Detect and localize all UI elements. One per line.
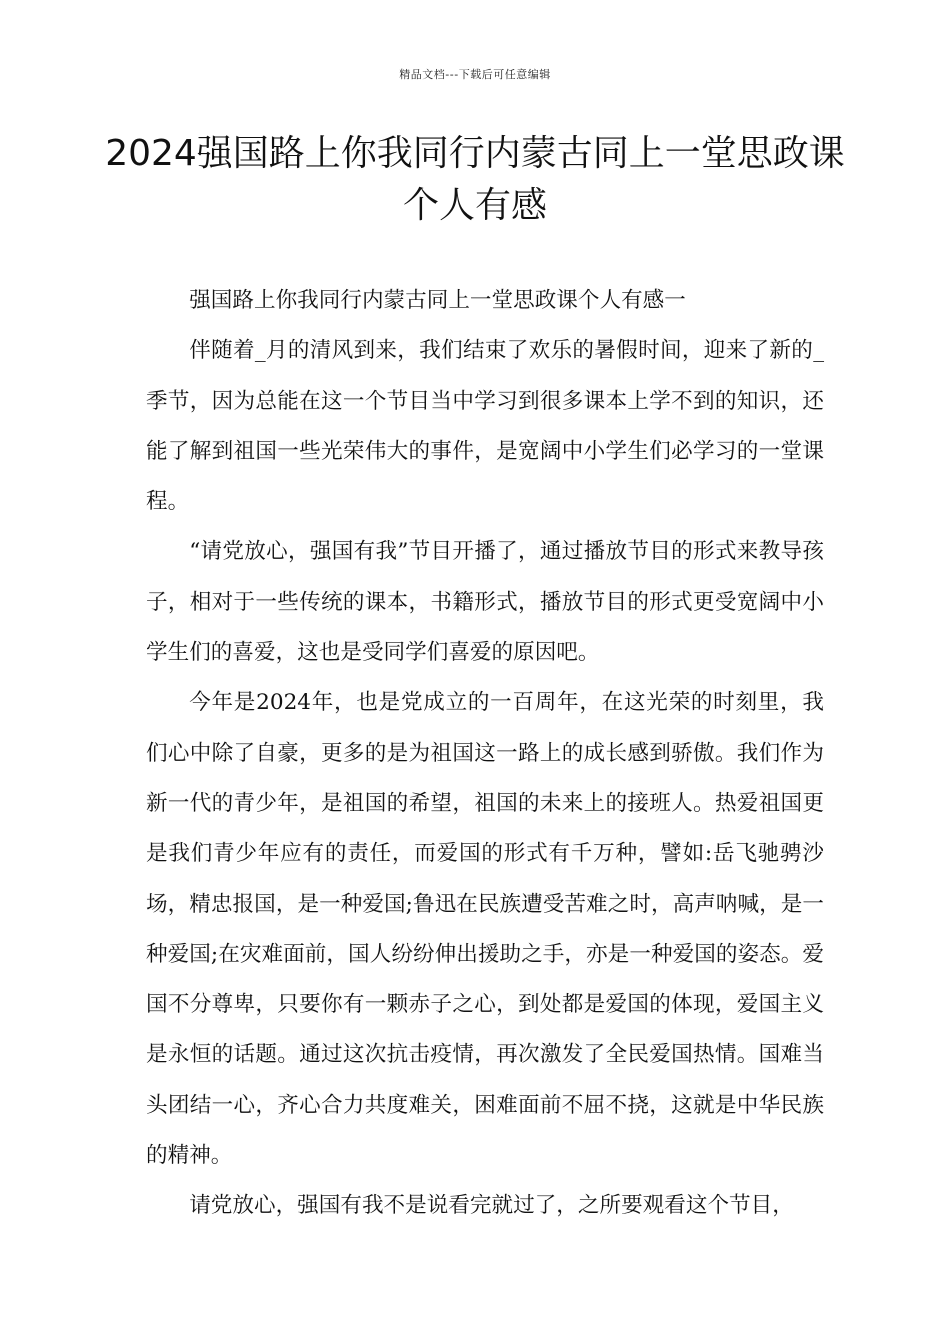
paragraph: 今年是2024年，也是党成立的一百周年，在这光荣的时刻里，我们心中除了自豪，更多的是为祖国这一路上的成长感到骄傲。我们作为新一代的青少年，是祖国的希望，祖国的未来上的接班人。热爱祖国更是我们青少年应有的责任，而爱国的形式有千万种，譬如:岳飞驰骋沙场，精忠报国，是一种爱国;鲁迅在民族遭受苦难之时，高声呐喊，是一种爱国;在灾难面前，国人纷纷伸出援助之手，亦是一种爱国的姿态。爱国不分尊卑，只要你有一颗赤子之心，到处都是爱国的体现，爱国主义是永恒的话题。通过这次抗击疫情，再次激发了全民爱国热情。国难当头团结一心，齐心合力共度难关，困难面前不屈不挠，这就是中华民族的精神。 — [146, 690, 824, 1169]
paragraph: “请党放心，强国有我”节目开播了，通过播放节目的形式来教导孩子，相对于一些传统的课本，书籍形式，播放节目的形式更受宽阔中小学生们的喜爱，这也是受同学们喜爱的原因吧。 — [146, 539, 824, 666]
document-body — [146, 276, 824, 1232]
header-note: 精品文档---下载后可任意编辑 — [399, 68, 551, 81]
paragraph: 强国路上你我同行内蒙古同上一堂思政课个人有感一 — [189, 288, 686, 313]
paragraph: 伴随着_月的清风到来，我们结束了欢乐的暑假时间，迎来了新的_季节，因为总能在这一个节目当中学习到很多课本上学不到的知识，还能了解到祖国一些光荣伟大的事件，是宽阔中小学生们必学习的一堂课程。 — [146, 338, 824, 515]
document-title: 2024强国路上你我同行内蒙古同上一堂思政课个人有感 — [105, 133, 845, 226]
paragraph: 请党放心，强国有我不是说看完就过了，之所要观看这个节目， — [189, 1193, 794, 1219]
